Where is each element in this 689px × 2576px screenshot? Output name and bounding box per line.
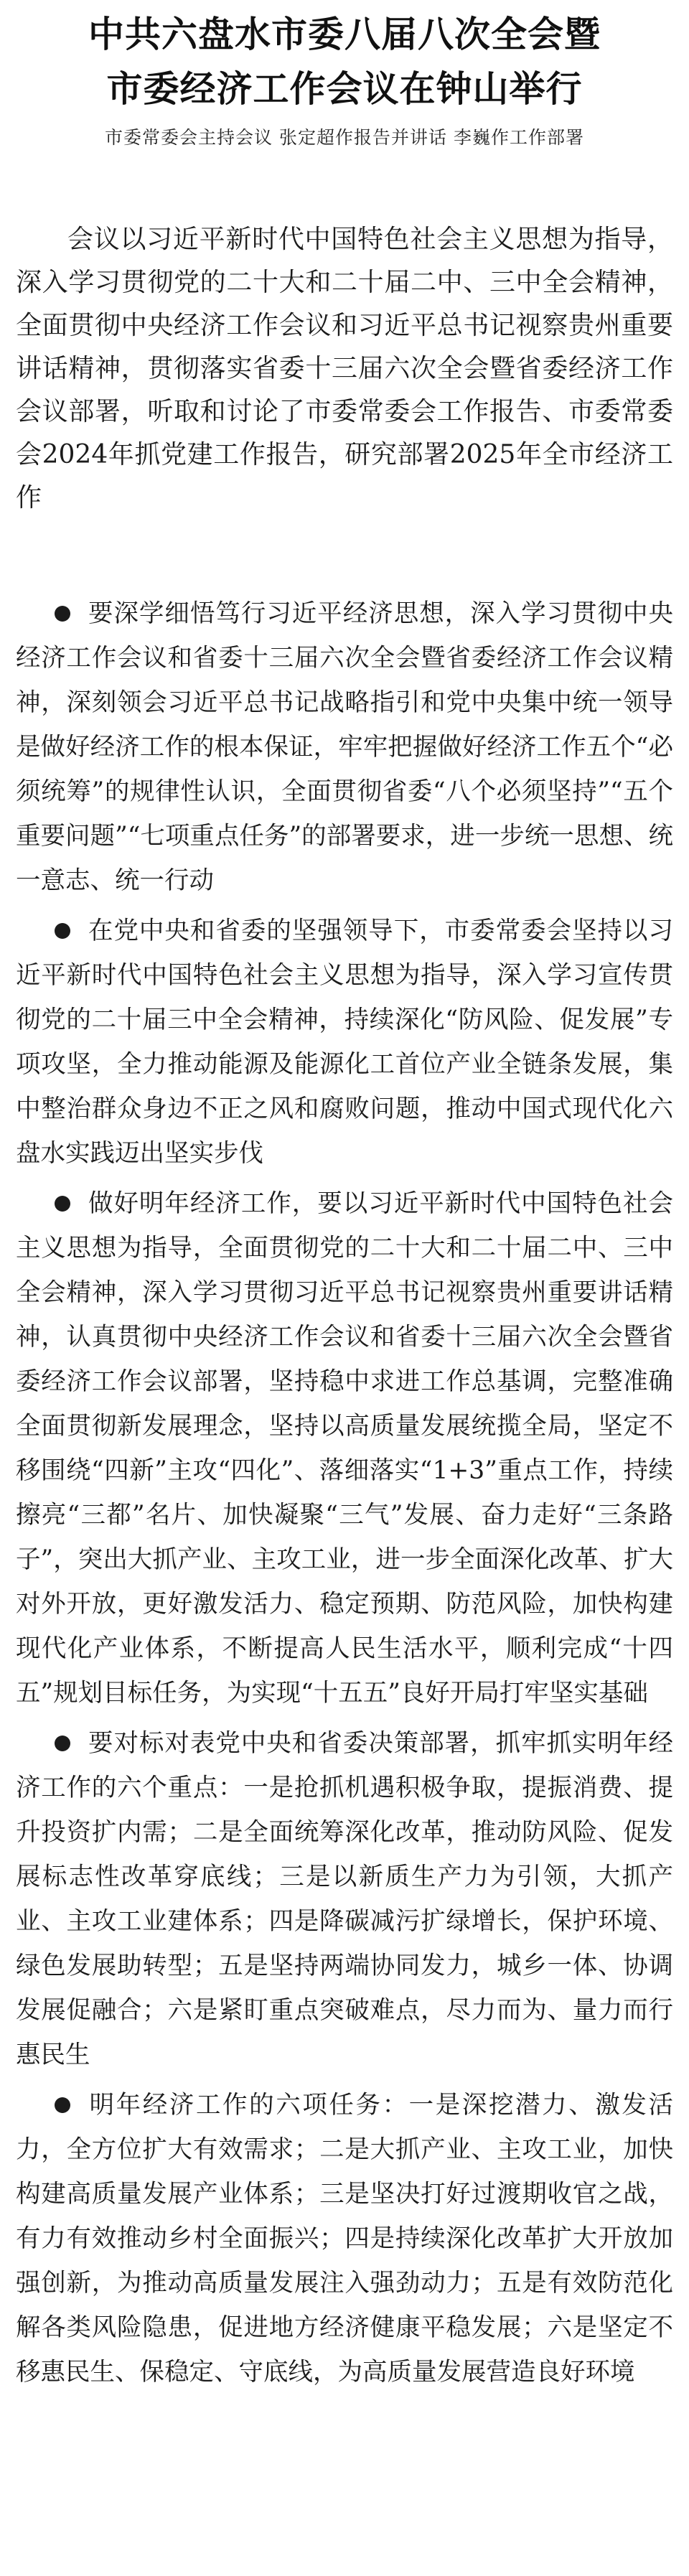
bullet-item — [16, 2083, 673, 2394]
bullet-text: 要深学细悟笃行习近平经济思想，深入学习贯彻中央经济工作会议和省委十三届六次全会暨省委经济工作会议精神，深刻领会习近平总书记战略指引和党中央集中统一领导是做好经济工作的根本保证，牢牢把握做好经济工作五个“必须统筹”的规律性认识，全面贯彻省委“八个必须坚持”“五个重要问题”“七项重点任务”的部署要求，进一步统一思想、统一意志、统一行动 — [16, 599, 673, 895]
bullet-dot-icon — [55, 923, 70, 939]
bullet-text: 要对标对表党中央和省委决策部署，抓牢抓实明年经济工作的六个重点：一是抢抓机遇积极争取，提振消费、提升投资扩内需；二是全面统筹深化改革，推动防风险、促发展标志性改革穿底线；三是以新质生产力为引领，大抓产业、主攻工业建体系；四是降碳减污扩绿增长，保护环境、绿色发展助转型；五是坚持两端协同发力，城乡一体、协调发展促融合；六是紧盯重点突破难点，尽力而为、量力而行惠民生 — [16, 1729, 673, 2069]
bullet-dot-icon — [55, 1196, 70, 1212]
bullet-dot-icon — [55, 2097, 70, 2113]
bullet-item — [16, 1721, 673, 2077]
headline-line-1: 中共六盘水市委八届八次全会暨 — [88, 14, 601, 55]
bullet-dot-icon — [55, 1736, 70, 1751]
headline-line-2: 市委经济工作会议在钟山举行 — [106, 68, 583, 110]
headline — [16, 7, 673, 116]
subheadline: 市委常委会主持会议 张定超作报告并讲话 李巍作工作部署 — [105, 127, 584, 148]
bullet-list — [16, 591, 673, 2394]
bullet-dot-icon — [55, 606, 70, 622]
bullet-text: 在党中央和省委的坚强领导下，市委常委会坚持以习近平新时代中国特色社会主义思想为指导，深入学习宣传贯彻党的二十届三中全会精神，持续深化“防风险、促发展”专项攻坚，全力推动能源及能源化工首位产业全链条发展，集中整治群众身边不正之风和腐败问题，推动中国式现代化六盘水实践迈出坚实步伐 — [16, 917, 673, 1168]
bullet-text: 做好明年经济工作，要以习近平新时代中国特色社会主义思想为指导，全面贯彻党的二十大和二十届二中、三中全会精神，深入学习贯彻习近平总书记视察贵州重要讲话精神，认真贯彻中央经济工作会议和省委十三届六次全会暨省委经济工作会议部署，坚持稳中求进工作总基调，完整准确全面贯彻新发展理念，坚持以高质量发展统揽全局，坚定不移围绕“四新”主攻“四化”、落细落实“1+3”重点工作，持续擦亮“三都”名片、加快凝聚“三气”发展、奋力走好“三条路子”，突出大抓产业、主攻工业，进一步全面深化改革、扩大对外开放，更好激发活力、稳定预期、防范风险，加快构建现代化产业体系，不断提高人民生活水平，顺利完成“十四五”规划目标任务，为实现“十五五”良好开局打牢坚实基础 — [16, 1189, 673, 1708]
bullet-text: 明年经济工作的六项任务：一是深挖潜力、激发活力，全方位扩大有效需求；二是大抓产业、主攻工业，加快构建高质量发展产业体系；三是坚决打好过渡期收官之战，有力有效推动乡村全面振兴；四是持续深化改革扩大开放加强创新，为推动高质量发展注入强劲动力；五是有效防范化解各类风险隐患，促进地方经济健康平稳发展；六是坚定不移惠民生、保稳定、守底线，为高质量发展营造良好环境 — [16, 2091, 673, 2387]
bullet-item — [16, 591, 673, 903]
bullet-item — [16, 1181, 673, 1715]
lead-paragraph: 会议以习近平新时代中国特色社会主义思想为指导，深入学习贯彻党的二十大和二十届二中、三中全会精神，全面贯彻中央经济工作会议和习近平总书记视察贵州重要讲话精神，贯彻落实省委十三届六次全会暨省委经济工作会议部署，听取和讨论了市委常委会工作报告、市委常委会2024年抓党建工作报告，研究部署2025年全市经济工作 — [16, 225, 673, 512]
bullet-item — [16, 909, 673, 1176]
